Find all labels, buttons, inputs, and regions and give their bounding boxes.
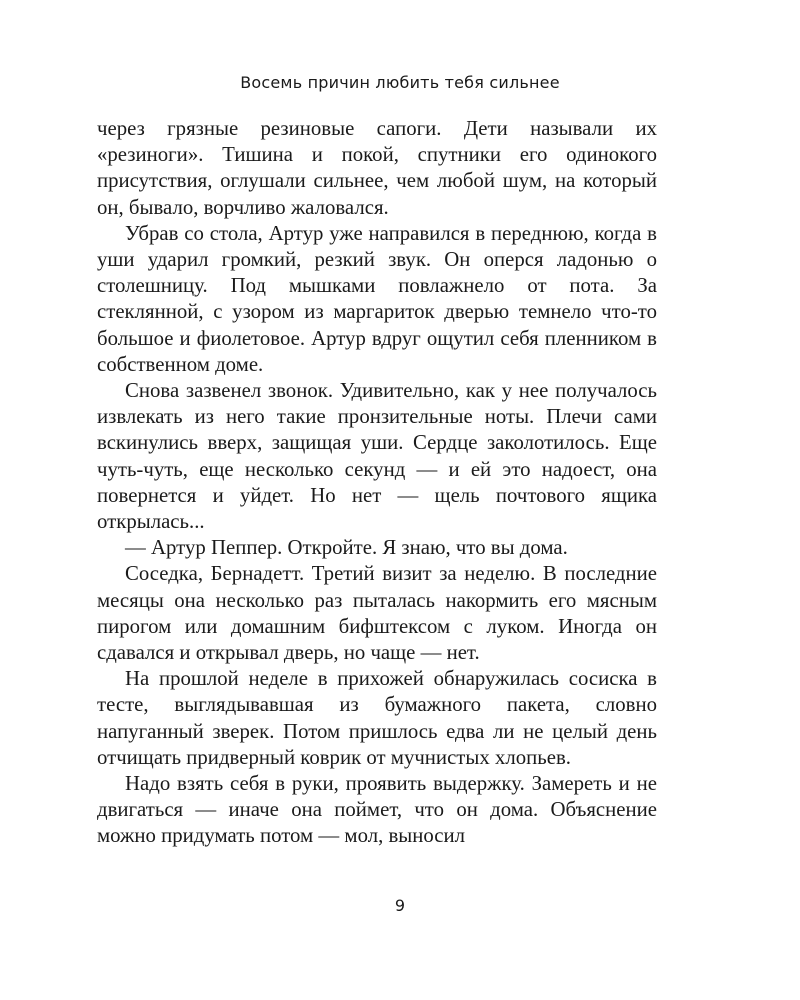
paragraph: Убрав со стола, Артур уже направился в переднюю, когда в уши ударил громкий, резкий звук. Он оперся ладонью о столешницу. Под мышками повлажнело от пота. За стеклянной, с узором из маргариток дверью темнело что-то большое и фиолетовое. Артур вдруг ощутил себя пленником в собственном доме. — [97, 221, 657, 376]
paragraph: Надо взять себя в руки, проявить выдержку. Замереть и не двигаться — иначе она поймет, что он дома. Объяснение можно придумать потом — мол, выносил — [97, 772, 657, 848]
paragraph: Соседка, Бернадетт. Третий визит за неделю. В последние месяцы она несколько раз пыталась накормить его мясным пирогом или домашним бифштексом с луком. Иногда он сдавался и открывал дверь, но чаще — нет. — [97, 562, 657, 665]
paragraph-continued: через грязные резиновые сапоги. Дети называли их «резиноги». Тишина и покой, спутники его одинокого присутствия, оглушали сильнее, чем любой шум, на который он, бывало, ворчливо жаловался. — [97, 117, 657, 219]
running-title: Восемь причин любить тебя сильнее — [240, 73, 560, 92]
paragraph: На прошлой неделе в прихожей обнаружилась сосиска в тесте, выглядывавшая из бумажного пакета, словно напуганный зверек. Потом пришлось едва ли не целый день отчищать придверный коврик от мучнистых хлопьев. — [97, 667, 657, 769]
paragraph: Снова зазвенел звонок. Удивительно, как у нее получалось извлекать из него такие пронзительные ноты. Плечи сами вскинулись вверх, защищая уши. Сердце заколотилось. Еще чуть-чуть, еще несколько секунд — и ей это надоест, она повернется и уйдет. Но нет — щель почтового ящика открылась... — [97, 379, 657, 534]
page-number: 9 — [394, 896, 406, 915]
dialogue-line: — Артур Пеппер. Откройте. Я знаю, что вы дома. — [125, 536, 568, 560]
body-text — [97, 116, 657, 850]
